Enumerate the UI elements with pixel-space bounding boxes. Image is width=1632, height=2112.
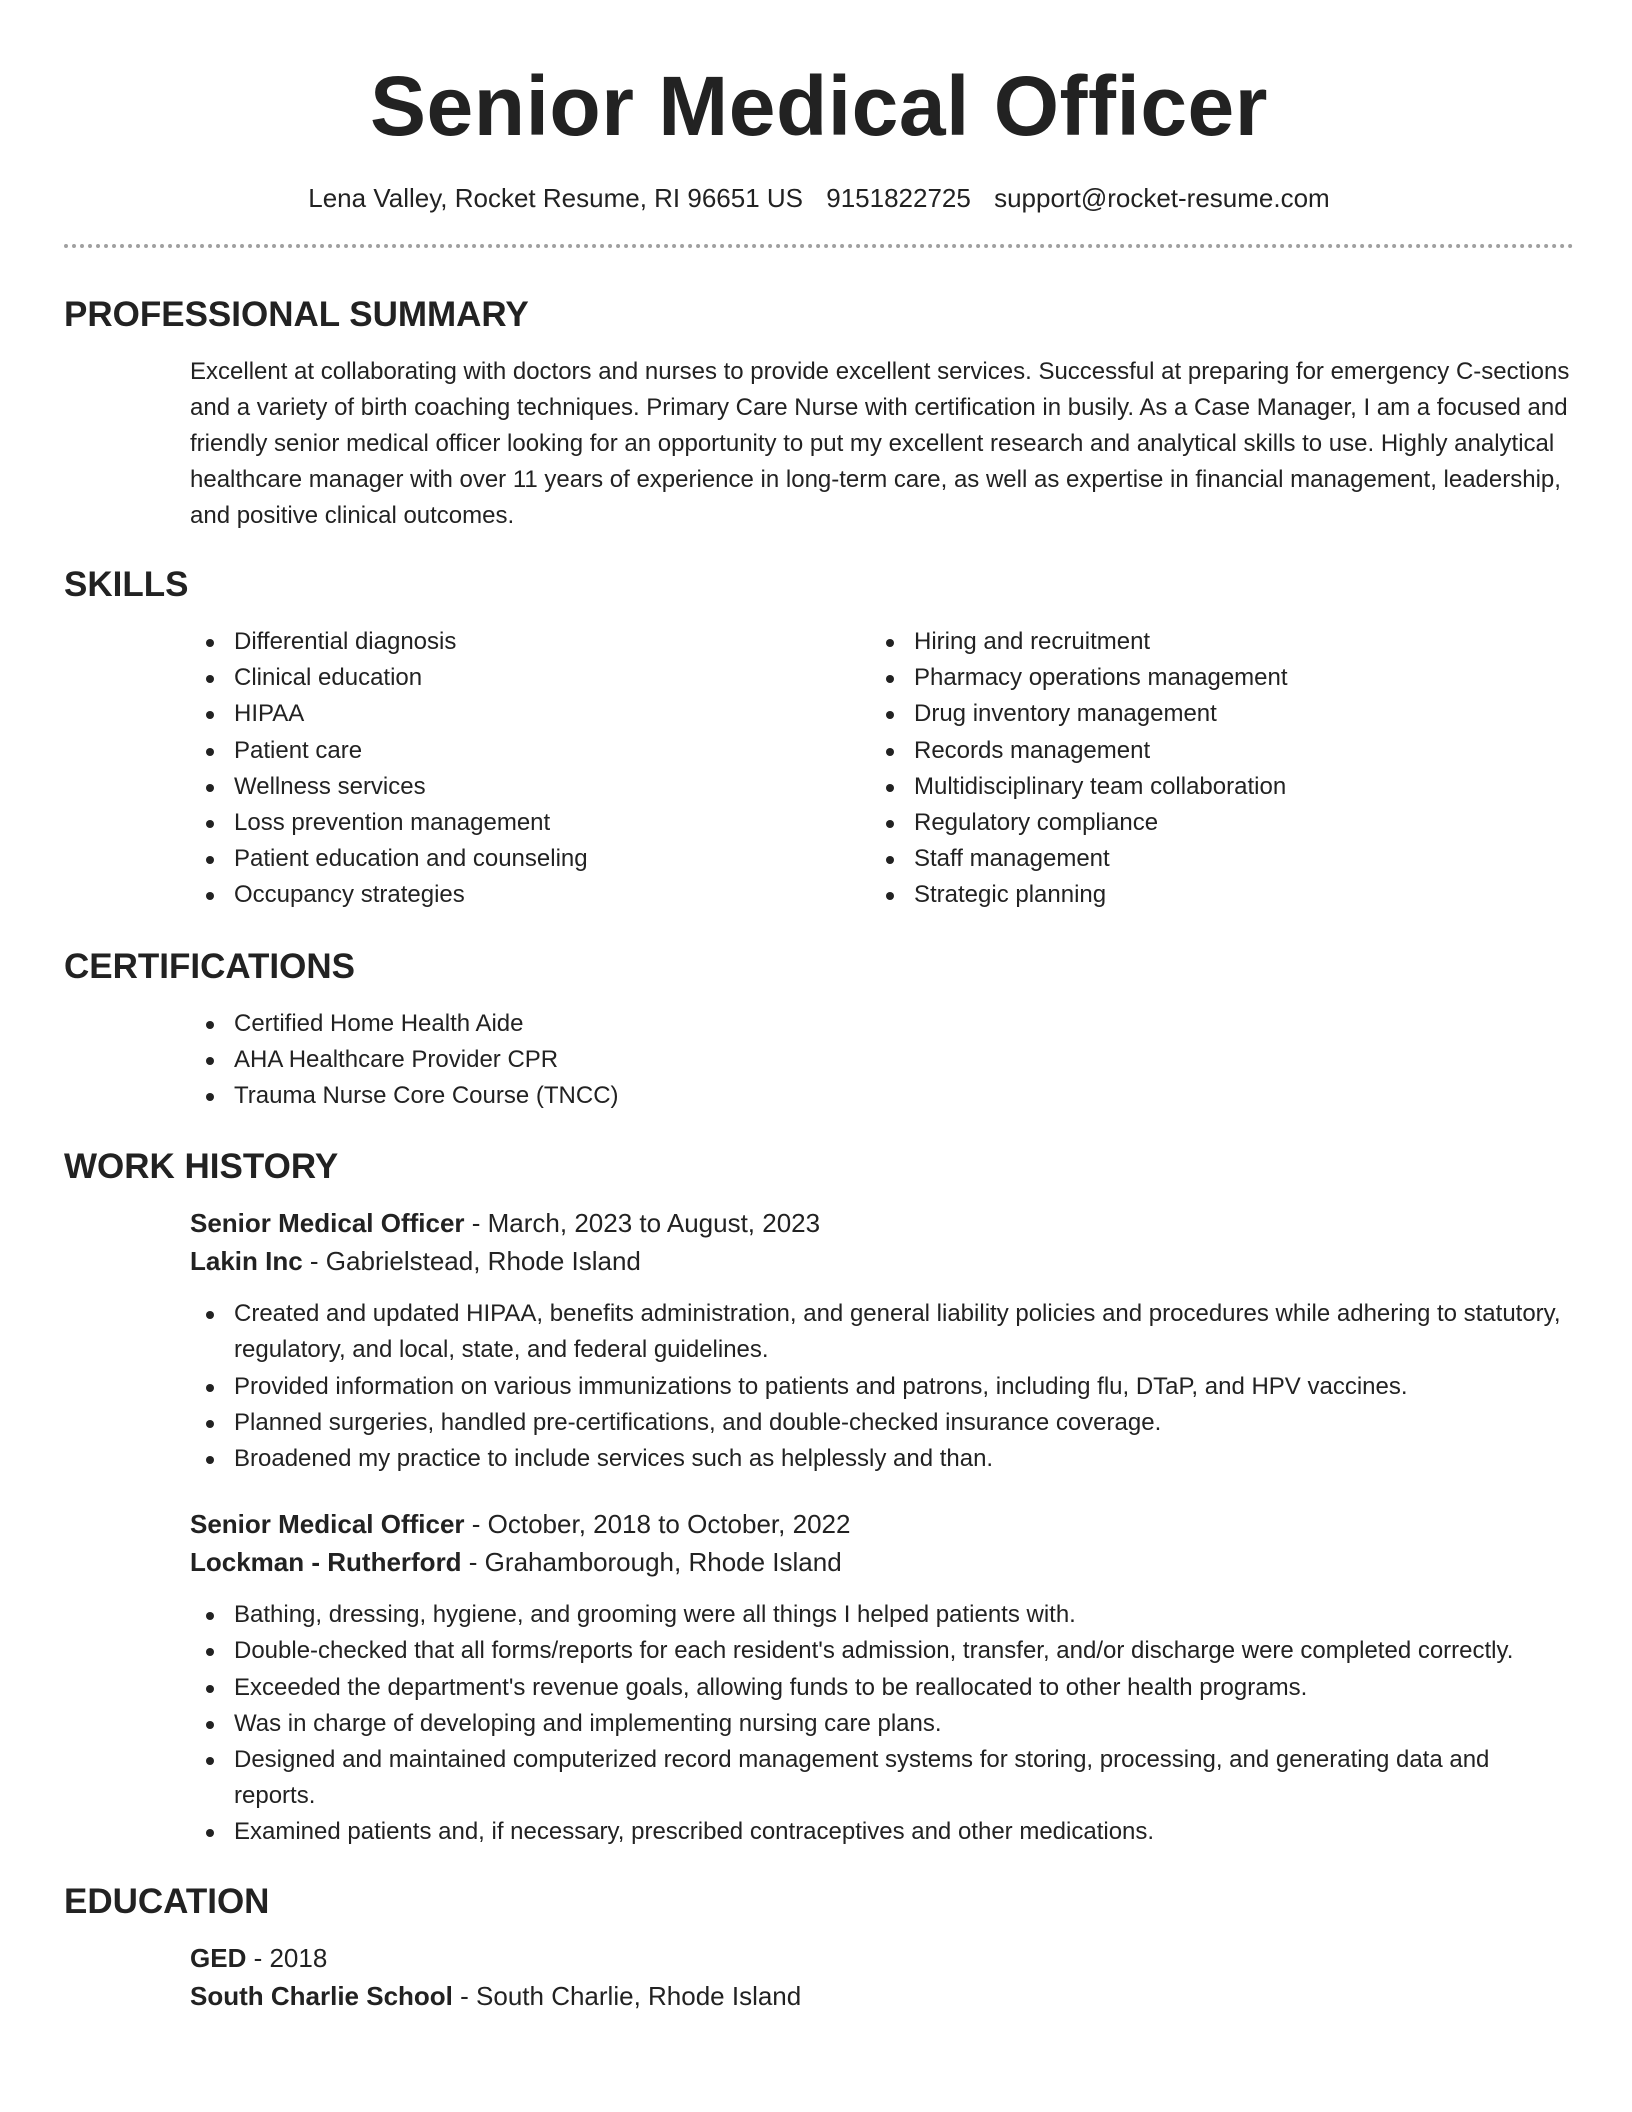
skill-item: Wellness services — [190, 769, 870, 805]
job-bullet: Created and updated HIPAA, benefits administration, and general liability policies and procedures while adhering to statutory, regulatory, and local, state, and federal guidelines. — [190, 1296, 1574, 1368]
job-bullet: Was in charge of developing and implementing nursing care plans. — [190, 1706, 1574, 1742]
certifications-list — [190, 1006, 1574, 1115]
certification-item: Certified Home Health Aide — [190, 1006, 1574, 1042]
skill-item: Hiring and recruitment — [870, 624, 1550, 660]
resume-page — [64, 0, 1574, 2015]
job-title-line — [190, 1505, 1574, 1543]
job-entry — [190, 1204, 1574, 1477]
job-bullet: Planned surgeries, handled pre-certifications, and double-checked insurance coverage. — [190, 1405, 1574, 1441]
skill-item: Regulatory compliance — [870, 805, 1550, 841]
job-entry — [190, 1505, 1574, 1850]
contact-email: support@rocket-resume.com — [994, 183, 1330, 213]
job-company-line — [190, 1543, 1574, 1581]
job-bullet: Examined patients and, if necessary, prescribed contraceptives and other medications. — [190, 1814, 1574, 1850]
certification-item: Trauma Nurse Core Course (TNCC) — [190, 1078, 1574, 1114]
contact-address: Lena Valley, Rocket Resume, RI 96651 US — [308, 183, 804, 213]
job-dates: - October, 2018 to October, 2022 — [464, 1509, 851, 1540]
skill-item: Multidisciplinary team collaboration — [870, 769, 1550, 805]
education-school: South Charlie School — [190, 1980, 453, 2011]
job-location: - Gabrielstead, Rhode Island — [302, 1246, 641, 1277]
education-degree-line — [190, 1939, 1574, 1977]
skill-item: Pharmacy operations management — [870, 660, 1550, 696]
education-degree: GED — [190, 1942, 247, 1973]
job-bullet: Broadened my practice to include services such as helplessly and than. — [190, 1441, 1574, 1477]
job-bullet: Exceeded the department's revenue goals, allowing funds to be reallocated to other health programs. — [190, 1670, 1574, 1706]
skills-list-left — [190, 624, 870, 914]
education-year: - 2018 — [246, 1942, 328, 1973]
skills-list-right — [870, 624, 1550, 914]
job-bullet: Double-checked that all forms/reports for each resident's admission, transfer, and/or discharge were completed correctly. — [190, 1633, 1574, 1669]
job-bullet: Provided information on various immunizations to patients and patrons, including flu, DTaP, and HPV vaccines. — [190, 1369, 1574, 1405]
job-company-line — [190, 1242, 1574, 1280]
education-entry — [190, 1939, 1574, 2015]
skill-item: Clinical education — [190, 660, 870, 696]
work-history-title: WORK HISTORY — [64, 1147, 339, 1187]
skill-item: Patient care — [190, 733, 870, 769]
job-role: Senior Medical Officer — [190, 1509, 465, 1540]
job-dates: - March, 2023 to August, 2023 — [464, 1208, 821, 1239]
skill-item: Loss prevention management — [190, 805, 870, 841]
job-location: - Grahamborough, Rhode Island — [461, 1547, 842, 1578]
contact-phone: 9151822725 — [826, 183, 971, 213]
certifications-title: CERTIFICATIONS — [64, 946, 356, 986]
job-role: Senior Medical Officer — [190, 1208, 465, 1239]
skill-item: Records management — [870, 733, 1550, 769]
job-title-line — [190, 1204, 1574, 1242]
resume-name: Senior Medical Officer — [370, 59, 1268, 153]
skill-item: Drug inventory management — [870, 696, 1550, 732]
skill-item: HIPAA — [190, 696, 870, 732]
education-school-line — [190, 1977, 1574, 2015]
skills-grid — [190, 624, 1574, 914]
header-divider — [64, 244, 1574, 248]
education-title: EDUCATION — [64, 1881, 270, 1921]
skill-item: Strategic planning — [870, 877, 1550, 913]
job-company: Lakin Inc — [190, 1246, 303, 1277]
job-bullets — [190, 1296, 1574, 1477]
contact-line — [64, 180, 1574, 216]
skill-item: Staff management — [870, 841, 1550, 877]
skills-title: SKILLS — [64, 565, 189, 604]
education-location: - South Charlie, Rhode Island — [452, 1980, 802, 2011]
summary-title: PROFESSIONAL SUMMARY — [64, 295, 529, 334]
job-bullet: Bathing, dressing, hygiene, and grooming were all things I helped patients with. — [190, 1597, 1574, 1633]
job-bullets — [190, 1597, 1574, 1850]
job-bullet: Designed and maintained computerized record management systems for storing, processing, and generating data and reports. — [190, 1742, 1574, 1814]
summary-text: Excellent at collaborating with doctors and nurses to provide excellent services. Successful at preparing for emergency C-sections and a variety of birth coaching techniques. Primary Care Nurse with certification in busily. As a Case Manager, I am a focused and friendly senior medical officer looking for an opportunity to put my excellent research and analytical skills to use. Highly analytical healthcare manager with over 11 years of experience in long-term care, as well as expertise in financial management, leadership, and positive clinical outcomes. — [190, 358, 1570, 529]
skill-item: Differential diagnosis — [190, 624, 870, 660]
job-company: Lockman - Rutherford — [190, 1547, 462, 1578]
certification-item: AHA Healthcare Provider CPR — [190, 1042, 1574, 1078]
skill-item: Occupancy strategies — [190, 877, 870, 913]
skill-item: Patient education and counseling — [190, 841, 870, 877]
